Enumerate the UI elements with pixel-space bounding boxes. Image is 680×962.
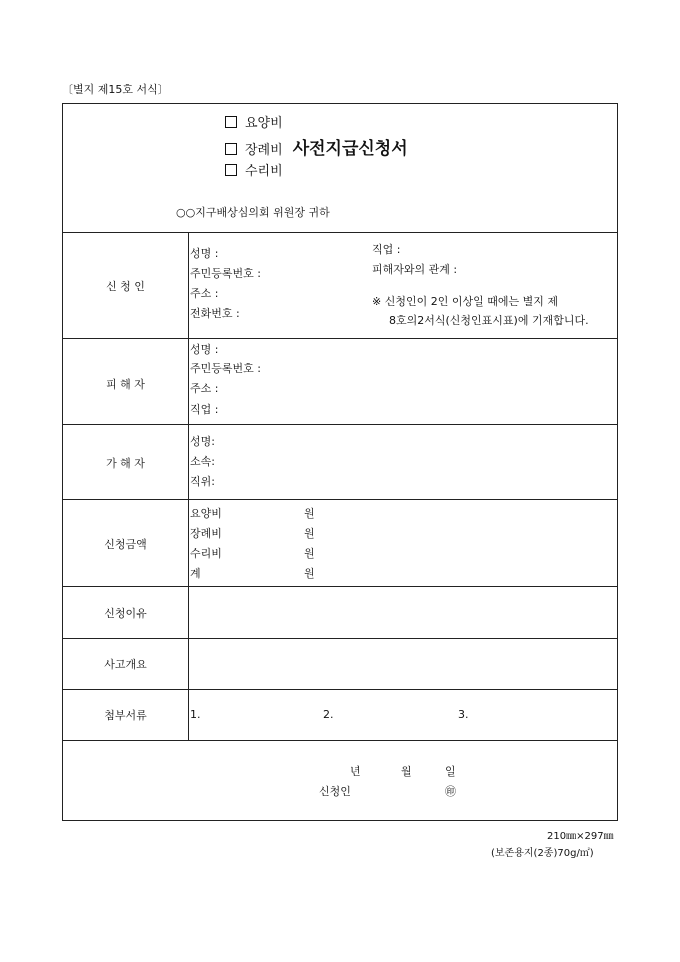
- form-title: 사전지급신청서: [292, 139, 408, 159]
- divider: [63, 689, 617, 690]
- amount-label: 신청금액: [104, 538, 147, 551]
- checkbox-icon[interactable]: [225, 116, 237, 128]
- amount-unit: 원: [304, 547, 315, 560]
- victim-address-field[interactable]: 주소 :: [190, 382, 219, 395]
- paper-type: (보존용지(2종)70g/㎡): [491, 848, 594, 859]
- seal-mark: ㊞: [445, 785, 456, 798]
- applicant-phone-field[interactable]: 전화번호 :: [190, 307, 240, 320]
- applicant-label: 신 청 인: [106, 280, 145, 293]
- divider: [63, 338, 617, 339]
- title-option-2: 장례비 사전지급신청서: [225, 134, 408, 159]
- checkbox-icon[interactable]: [225, 164, 237, 176]
- title-option-1: 요양비: [225, 112, 283, 131]
- offender-label: 가 해 자: [106, 457, 145, 470]
- divider: [63, 424, 617, 425]
- amount-medical-label: 요양비: [190, 507, 222, 520]
- offender-affiliation-field[interactable]: 소속:: [190, 455, 215, 468]
- date-year-label: 년: [350, 765, 361, 778]
- applicant-address-field[interactable]: 주소 :: [190, 287, 219, 300]
- signer-label: 신청인: [319, 785, 351, 798]
- divider: [63, 499, 617, 500]
- form-number-caption: 〔별지 제15호 서식〕: [62, 83, 169, 96]
- divider: [63, 232, 617, 233]
- amount-funeral-label: 장례비: [190, 527, 222, 540]
- date-month-label: 월: [401, 765, 412, 778]
- amount-unit: 원: [304, 527, 315, 540]
- applicant-note-line-2: 8호의2서식(신청인표시표)에 기재합니다.: [389, 314, 589, 327]
- offender-position-field[interactable]: 직위:: [190, 475, 215, 488]
- applicant-name-field[interactable]: 성명 :: [190, 247, 219, 260]
- checkbox-icon[interactable]: [225, 143, 237, 155]
- attachments-label: 첨부서류: [104, 709, 147, 722]
- victim-name-field[interactable]: 성명 :: [190, 343, 219, 356]
- accident-label: 사고개요: [104, 658, 147, 671]
- amount-total-label: 계: [190, 567, 201, 580]
- victim-job-field[interactable]: 직업 :: [190, 403, 219, 416]
- application-form: [62, 103, 618, 821]
- reason-label: 신청이유: [104, 607, 147, 620]
- paper-size: 210㎜×297㎜: [547, 831, 614, 842]
- applicant-id-field[interactable]: 주민등록번호 :: [190, 267, 261, 280]
- accident-input-area[interactable]: [189, 639, 617, 688]
- applicant-job-field[interactable]: 직업 :: [372, 243, 401, 256]
- amount-unit: 원: [304, 507, 315, 520]
- victim-id-field[interactable]: 주민등록번호 :: [190, 362, 261, 375]
- amount-repair-label: 수리비: [190, 547, 222, 560]
- applicant-relation-field[interactable]: 피해자와의 관계 :: [372, 263, 458, 276]
- divider: [63, 740, 617, 741]
- offender-name-field[interactable]: 성명:: [190, 435, 215, 448]
- date-day-label: 일: [445, 765, 456, 778]
- attachment-3[interactable]: 3.: [458, 708, 469, 721]
- reason-input-area[interactable]: [189, 587, 617, 637]
- title-option-3: 수리비: [225, 160, 283, 179]
- attachment-1[interactable]: 1.: [190, 708, 201, 721]
- addressee: ○○지구배상심의회 위원장 귀하: [176, 206, 330, 219]
- amount-unit: 원: [304, 567, 315, 580]
- victim-label: 피 해 자: [106, 378, 145, 391]
- attachment-2[interactable]: 2.: [323, 708, 334, 721]
- applicant-note-line-1: ※ 신청인이 2인 이상일 때에는 별지 제: [372, 295, 558, 308]
